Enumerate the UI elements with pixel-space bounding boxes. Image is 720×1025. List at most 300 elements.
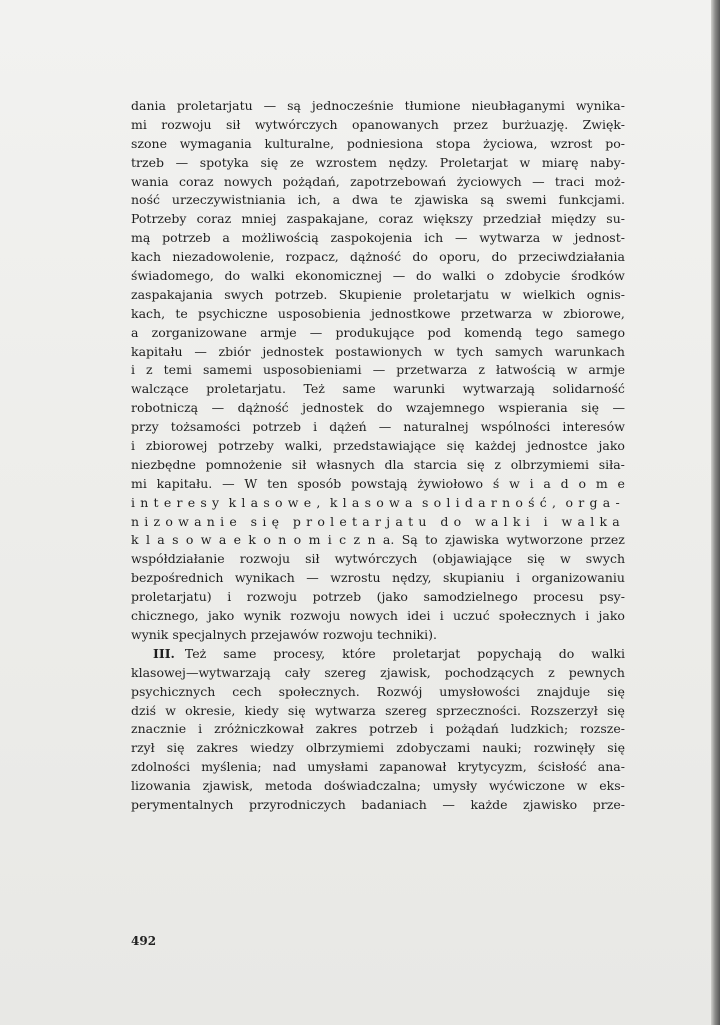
word: kapitału — [131, 343, 183, 359]
word: są — [480, 192, 495, 208]
line-text — [131, 494, 625, 513]
word: proletarjatu — [176, 98, 253, 113]
word: usposobienia — [277, 305, 361, 321]
word: własnych — [316, 456, 375, 472]
text-line — [131, 437, 625, 456]
word: kach — [131, 249, 162, 265]
word: wynika- — [575, 98, 625, 113]
word: coraz — [378, 211, 414, 227]
word: stopa — [435, 135, 471, 151]
word: potrzeb — [252, 419, 302, 435]
text-line — [131, 607, 625, 626]
text-line — [131, 399, 625, 418]
word: psychiczne — [198, 305, 268, 321]
word: naturalnej — [403, 419, 469, 435]
line-text — [131, 210, 625, 229]
word: organizowaniu — [531, 570, 625, 586]
word: się — [250, 513, 285, 529]
word: samych — [495, 343, 543, 359]
word: a. — [382, 532, 395, 548]
word: to — [425, 532, 438, 548]
word: wymagania — [179, 135, 252, 151]
word: okresie, — [185, 702, 236, 718]
word: c — [339, 532, 347, 548]
word: Rozwój — [376, 683, 423, 699]
word: a — [543, 475, 551, 491]
word: zapanował — [379, 759, 447, 775]
text-line — [131, 758, 625, 777]
word: umysły — [432, 778, 478, 794]
word: nizowanie — [131, 513, 243, 529]
word: interesów — [562, 419, 625, 435]
word: szone — [131, 135, 167, 151]
word: orga- — [565, 494, 625, 510]
word: — — [392, 268, 406, 284]
word: się — [166, 740, 185, 756]
word: ludzkich; — [510, 721, 569, 737]
word: z — [494, 456, 501, 472]
word: do — [558, 645, 575, 661]
word: do — [412, 249, 428, 265]
word: spotyka — [199, 154, 249, 170]
text-line — [131, 286, 625, 305]
word: dwa — [351, 192, 379, 208]
word: łatwością — [496, 362, 556, 378]
word: — — [194, 343, 207, 359]
word: pochodzących — [444, 664, 535, 680]
word: mniej — [241, 211, 277, 227]
word: walka — [561, 513, 625, 529]
word: zjawiska — [414, 192, 469, 208]
word: ich, — [297, 192, 321, 208]
text-line — [131, 248, 625, 267]
word: pewnych — [568, 664, 625, 680]
word: uczuć — [453, 608, 490, 624]
word: klasowej—wytwarzają — [131, 664, 271, 680]
word: rozwoju — [239, 551, 291, 567]
word: ten — [267, 475, 288, 491]
word: — — [378, 419, 392, 435]
text-line — [131, 777, 625, 796]
word: — — [372, 362, 386, 378]
word: pożądań — [445, 721, 499, 737]
word: i — [198, 721, 203, 737]
word: się — [527, 551, 545, 567]
word: rozsze- — [580, 721, 625, 737]
word: zjawiska — [444, 532, 500, 548]
word: tożsamości — [170, 419, 241, 435]
word: wytwórczych — [254, 116, 338, 132]
word: l — [145, 532, 150, 548]
word: myślenia; — [201, 759, 262, 775]
word: niezadowolenie, — [172, 249, 275, 265]
word: się — [287, 702, 306, 718]
word: funkcjami. — [558, 192, 625, 208]
word: Potrzeby — [131, 211, 187, 227]
word: metoda — [264, 778, 313, 794]
word: i — [543, 513, 553, 529]
line-text — [131, 399, 625, 418]
text-line — [131, 494, 625, 513]
word: te — [175, 305, 188, 321]
word: naby- — [590, 154, 625, 170]
word: e — [233, 532, 242, 548]
word: wyćwiczone — [488, 778, 565, 794]
text-line — [131, 267, 625, 286]
text-line — [131, 324, 625, 343]
word: ana- — [597, 759, 625, 775]
word: usposobieniami — [262, 362, 362, 378]
word: temi — [163, 362, 192, 378]
word: Proletarjat — [439, 154, 508, 170]
word: które — [342, 645, 376, 661]
word: tego — [535, 324, 564, 340]
word: — — [211, 400, 225, 416]
line-text — [131, 116, 625, 135]
word: do — [415, 268, 432, 284]
word: moż- — [594, 173, 625, 189]
word: nędzy, — [392, 570, 432, 586]
word: zjawisko — [523, 796, 578, 812]
word: większy — [423, 211, 473, 227]
word: do — [224, 268, 241, 284]
word: do — [440, 513, 467, 529]
word: się — [446, 438, 465, 454]
word: są — [287, 98, 301, 113]
word: d — [560, 475, 569, 491]
word: Też — [184, 645, 207, 661]
word: popychają — [477, 645, 542, 661]
line-text — [131, 588, 625, 607]
word: o — [185, 532, 194, 548]
word: proletarjat — [392, 645, 461, 661]
page-number: 492 — [131, 934, 157, 948]
word: się — [607, 740, 625, 756]
line-text — [131, 343, 625, 362]
line-text — [131, 97, 625, 116]
word: wytwarza — [314, 702, 376, 718]
word: do — [491, 249, 508, 265]
word: zakres — [196, 740, 239, 756]
word: rozwoju — [161, 116, 212, 132]
word: k — [131, 532, 139, 548]
word: w — [576, 778, 588, 794]
word: z — [478, 362, 485, 378]
word: przedział — [483, 211, 542, 227]
word: dla — [384, 456, 404, 472]
word: o — [293, 532, 302, 548]
word: potrzeby — [218, 438, 274, 454]
word: interesy — [131, 494, 225, 510]
word: swych — [585, 551, 625, 567]
word: wytwarzają — [462, 381, 535, 397]
word: — — [532, 173, 545, 189]
word: sił — [291, 456, 307, 472]
word: szereg — [385, 702, 427, 718]
word: nad — [272, 759, 297, 775]
word: olbrzymiemi — [510, 456, 589, 472]
line-text — [131, 777, 625, 796]
word: potrzeb. — [274, 286, 328, 302]
word: o — [263, 532, 271, 548]
word: walki — [591, 645, 625, 661]
word: miarę — [541, 154, 579, 170]
word: a — [157, 532, 165, 548]
word: żywiołowo — [417, 475, 484, 491]
word: zjawisk, — [380, 664, 431, 680]
word: walki — [250, 268, 285, 284]
word: świadomego, — [131, 268, 214, 284]
word: same — [342, 381, 376, 397]
word: w — [500, 286, 512, 302]
word: m — [308, 532, 321, 548]
word: umysłowości — [439, 683, 520, 699]
word: Też — [303, 381, 325, 397]
word: wytwarza — [479, 230, 541, 246]
word: perymentalnych — [131, 796, 234, 812]
word: i — [327, 532, 332, 548]
text-line — [131, 531, 625, 550]
text-line — [131, 702, 625, 721]
word: samodzielnego — [423, 589, 518, 605]
word: jednostkowe — [371, 305, 451, 321]
line-text — [131, 229, 625, 248]
word: zbiorowej — [145, 438, 208, 454]
word: jako — [598, 438, 625, 454]
line-text — [131, 324, 625, 343]
word: zróżniczkował — [214, 721, 304, 737]
word: i — [585, 608, 590, 624]
word: jednostek — [262, 343, 324, 359]
text-line — [131, 154, 625, 173]
text-line — [131, 569, 625, 588]
word: walki — [442, 268, 476, 284]
word: i — [439, 608, 444, 624]
word: potrzeb — [312, 589, 362, 605]
text-line — [131, 588, 625, 607]
word: przez — [590, 532, 625, 548]
word: zaspakajane, — [286, 211, 369, 227]
word: się — [581, 400, 599, 416]
word: s — [172, 532, 179, 548]
word: w — [566, 362, 578, 378]
word: podniesiona — [346, 135, 424, 151]
word: jako — [207, 608, 235, 624]
word: prze- — [592, 796, 625, 812]
word: w — [559, 551, 571, 567]
word: warunkach — [554, 343, 625, 359]
word: produkujące — [335, 324, 415, 340]
line-text — [131, 739, 625, 758]
line-text — [131, 569, 625, 588]
word: wania — [131, 173, 169, 189]
word: psy- — [599, 589, 625, 605]
word: trzeb — [131, 154, 164, 170]
word: same — [223, 645, 257, 661]
word: przeciwdziałania — [518, 249, 625, 265]
word: dążność — [237, 400, 289, 416]
word: zdobyczami — [396, 740, 471, 756]
word: społecznych. — [278, 683, 360, 699]
word: potrzeb — [369, 721, 418, 737]
word: środków — [571, 268, 625, 284]
word: i — [227, 589, 232, 605]
word: (jako — [376, 589, 408, 605]
word: skupianiu — [443, 570, 505, 586]
text-line — [131, 173, 625, 192]
word: w — [200, 532, 212, 548]
word: z — [353, 532, 361, 548]
line-text — [131, 513, 625, 532]
word: siła- — [598, 456, 625, 472]
line-text — [131, 531, 625, 550]
word: walczące — [131, 381, 189, 397]
line-text — [131, 191, 625, 210]
word: klasowa — [329, 494, 418, 510]
word: między — [551, 211, 597, 227]
word: dziś — [131, 702, 156, 718]
word: — — [306, 570, 319, 586]
text-line — [131, 210, 625, 229]
word: traci — [554, 173, 585, 189]
word: przez — [453, 116, 488, 132]
word: k — [248, 532, 256, 548]
word: rozwoju — [290, 608, 341, 624]
word: rozwoju — [246, 589, 298, 605]
word: przy — [131, 419, 159, 435]
text-line — [131, 720, 625, 739]
word: psychicznych — [131, 683, 216, 699]
word: do — [376, 400, 393, 416]
text-line — [131, 550, 625, 569]
word: pożądań, — [282, 173, 340, 189]
text-line — [131, 380, 625, 399]
word: zaspokojenia — [330, 230, 413, 246]
word: powstają — [351, 475, 408, 491]
word: W — [244, 475, 258, 491]
page-edge-shadow — [711, 0, 720, 1025]
word: olbrzymiemi — [305, 740, 385, 756]
word: a — [222, 230, 230, 246]
word: walki — [475, 513, 535, 529]
word: chicznego, — [131, 608, 199, 624]
word: wzrostu — [330, 570, 381, 586]
word: i — [131, 362, 135, 378]
word: burżuazję. — [502, 116, 569, 132]
word: — — [442, 796, 455, 812]
line-text — [131, 702, 625, 721]
word: wiedzy — [250, 740, 294, 756]
word: zdobycie — [504, 268, 561, 284]
word: starcia — [413, 456, 458, 472]
word: ność — [131, 192, 160, 208]
word: zakres — [315, 721, 358, 737]
text-line — [131, 361, 625, 380]
line-text — [185, 645, 625, 664]
word: wynik — [243, 608, 281, 624]
word: proletarjatu. — [206, 381, 286, 397]
word: Są — [401, 532, 418, 548]
word: ś — [492, 475, 500, 491]
word: przedstawiające — [333, 438, 436, 454]
word: ekonomicznej — [295, 268, 383, 284]
word: przetwarza — [396, 362, 468, 378]
word: wielkich — [522, 286, 576, 302]
text-line — [131, 645, 625, 664]
text-line — [131, 664, 625, 683]
word: n — [367, 532, 376, 548]
word: Skupienie — [338, 286, 402, 302]
word: tych — [456, 343, 484, 359]
word: po- — [605, 135, 625, 151]
word: sposób — [297, 475, 342, 491]
word: dążeń — [329, 419, 367, 435]
word: — — [612, 400, 625, 416]
text-line — [131, 796, 625, 815]
word: i — [131, 438, 135, 454]
word: zorganizowane — [151, 324, 247, 340]
word: umysłami — [307, 759, 369, 775]
word: wytwórczych — [334, 551, 418, 567]
word: n — [278, 532, 287, 548]
word: nowych — [223, 173, 273, 189]
word: mi — [131, 475, 147, 491]
word: tłumione — [404, 98, 461, 113]
word: ze — [289, 154, 304, 170]
word: sprzeczności. — [436, 702, 522, 718]
word: rozwinęły — [533, 740, 596, 756]
word: Rozszerzył — [530, 702, 598, 718]
word: swych — [224, 286, 264, 302]
line-text — [131, 720, 625, 739]
word: życiowych — [456, 173, 522, 189]
word: proletarjatu) — [131, 589, 212, 605]
word: doświadczalna; — [324, 778, 421, 794]
word: — — [222, 475, 235, 491]
word: zapotrzebowań — [350, 173, 447, 189]
line-text — [131, 248, 625, 267]
word: jednost- — [574, 230, 625, 246]
word: pod — [427, 324, 452, 340]
word: współdziałanie — [131, 551, 225, 567]
word: jednocześnie — [311, 98, 394, 113]
word: się — [466, 456, 485, 472]
word: ognis- — [586, 286, 625, 302]
text-line — [131, 475, 625, 494]
word: wspólności — [480, 419, 551, 435]
word: z — [146, 362, 153, 378]
line-text — [131, 361, 625, 380]
text-line — [131, 626, 625, 645]
line-text — [131, 154, 625, 173]
word: przetwarza — [460, 305, 532, 321]
word: dążność — [350, 249, 402, 265]
word: cały — [284, 664, 311, 680]
word: mi — [131, 116, 147, 132]
word: bezpośrednich — [131, 570, 224, 586]
word: samemi — [202, 362, 252, 378]
line-text — [131, 380, 625, 399]
word: swemi — [506, 192, 547, 208]
line-text — [131, 796, 625, 815]
word: rozpacz, — [285, 249, 339, 265]
word: te — [390, 192, 403, 208]
word: niezbędne — [131, 456, 196, 472]
word: a — [218, 532, 227, 548]
word: klasowe, — [228, 494, 326, 510]
line-text — [131, 267, 625, 286]
word: wzrost — [550, 135, 593, 151]
